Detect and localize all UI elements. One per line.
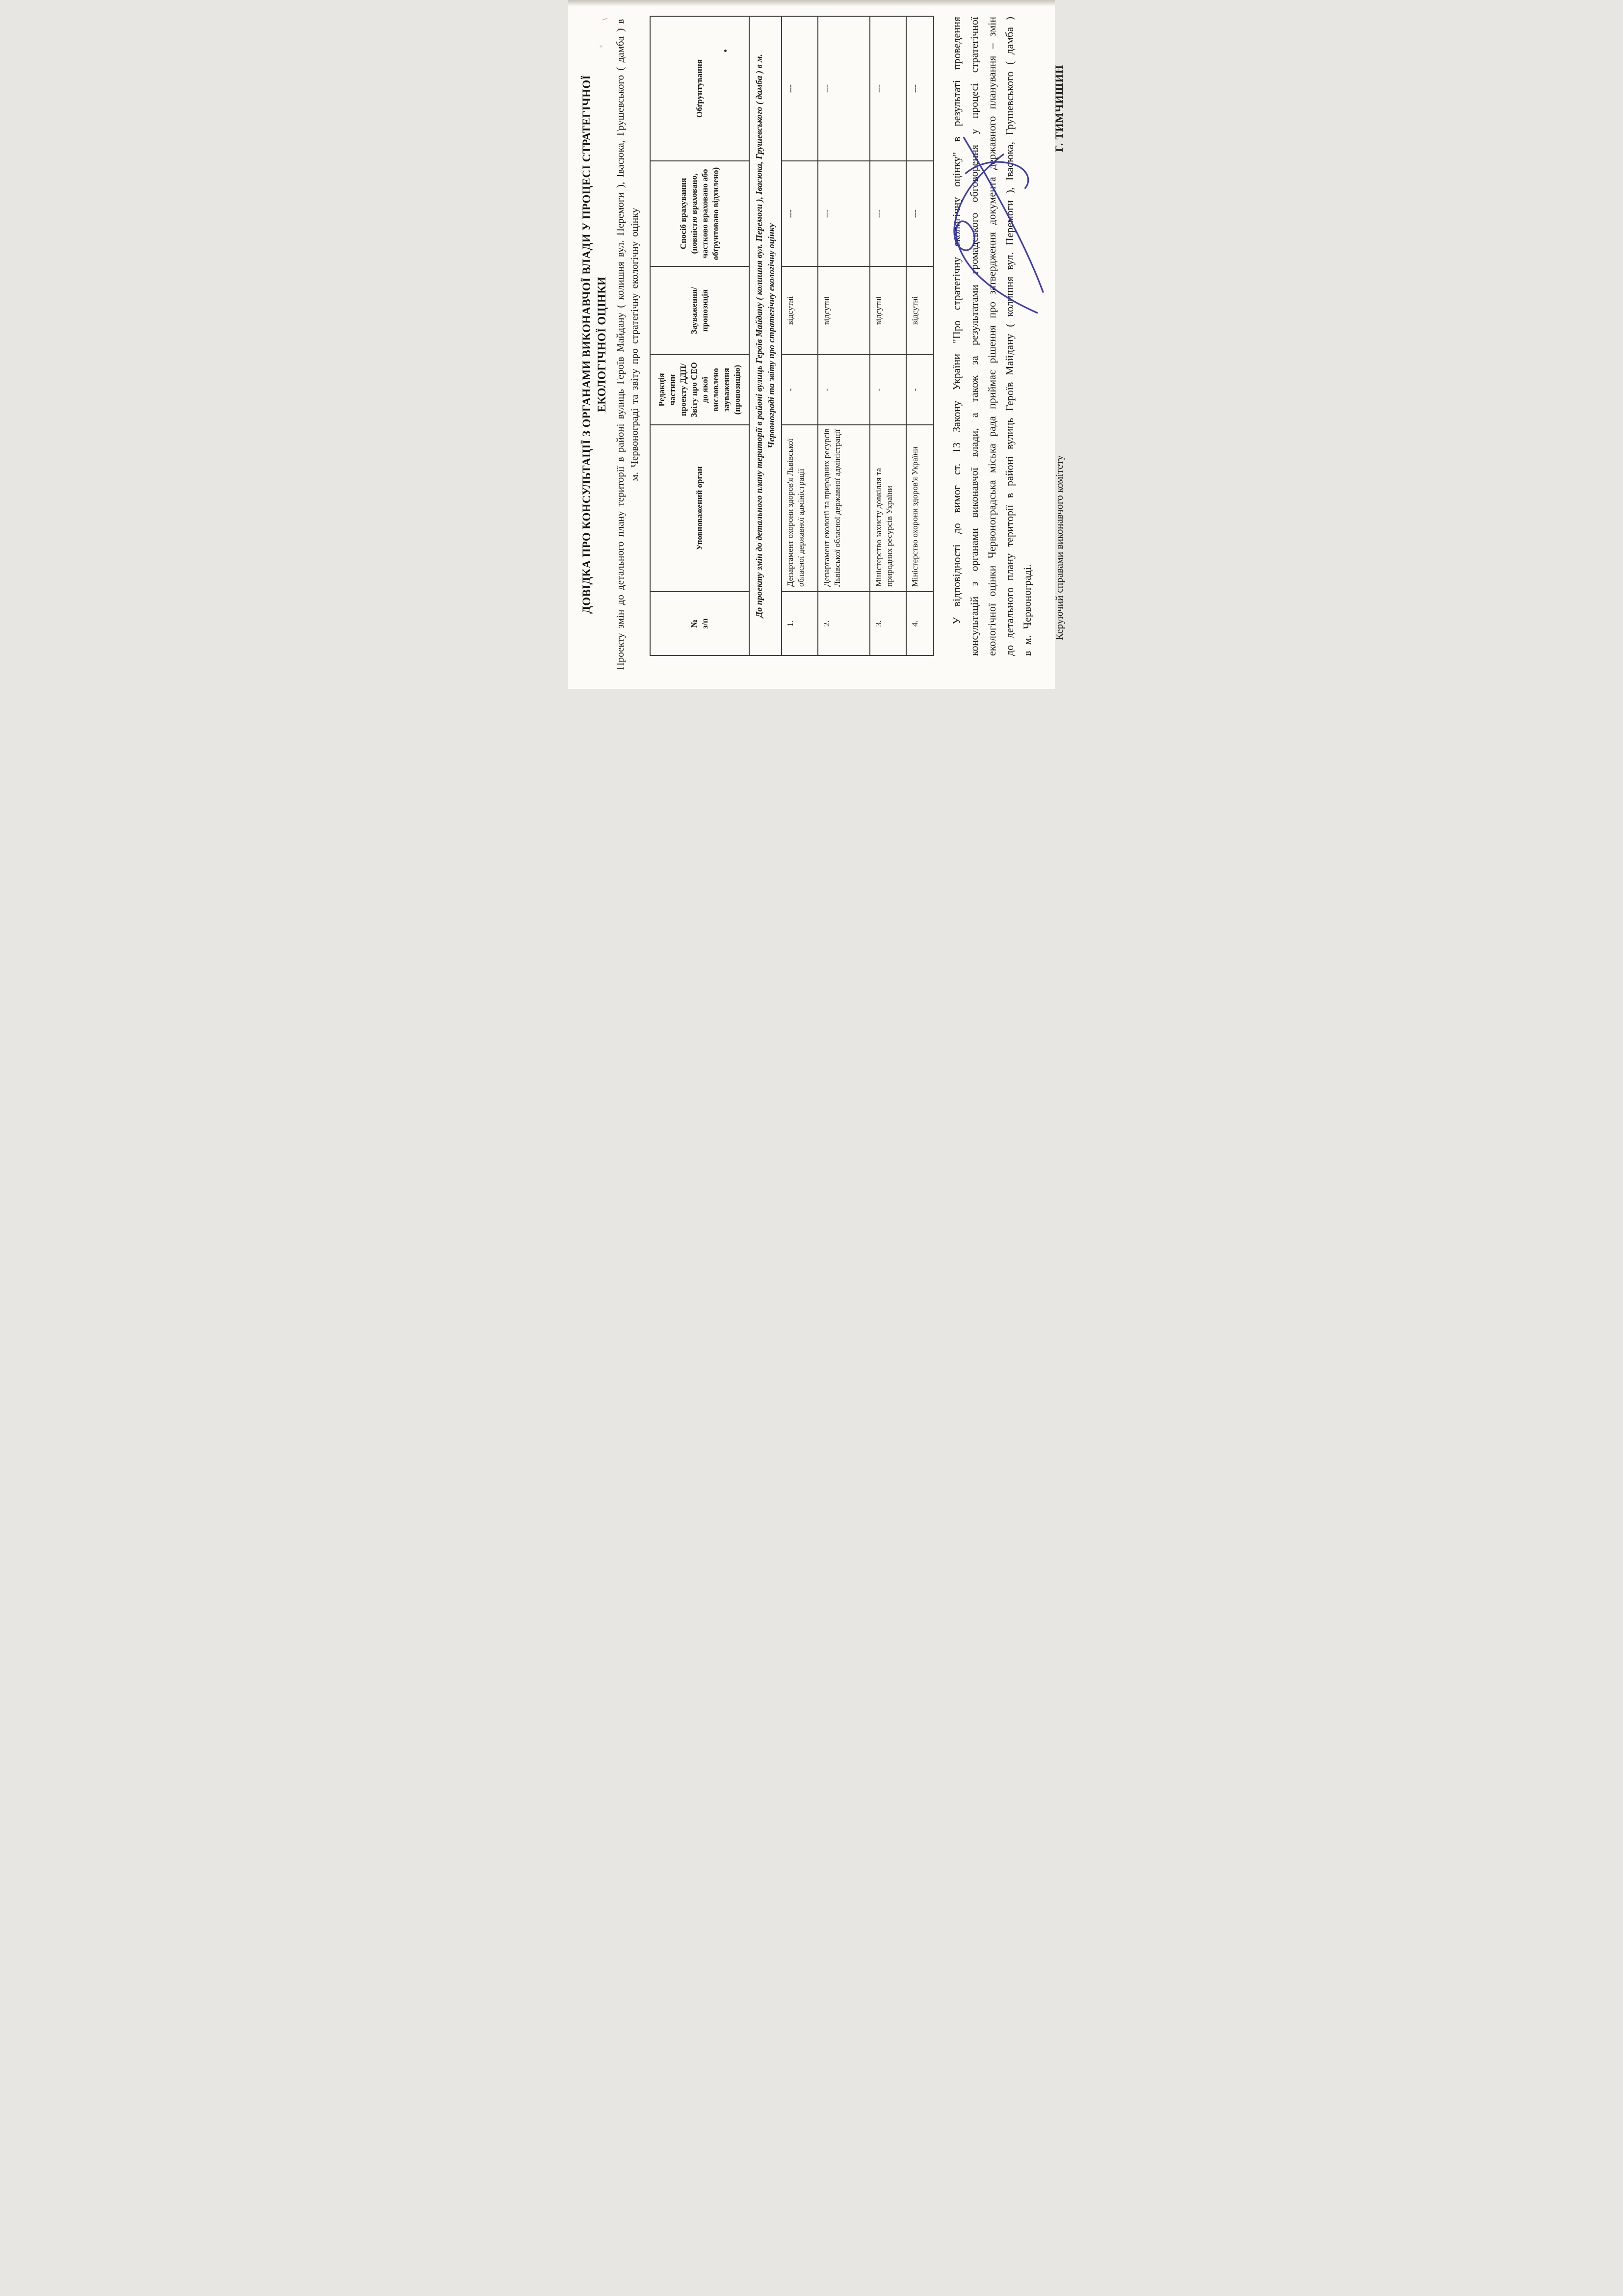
signature-stroke bbox=[966, 162, 1028, 188]
document-body bbox=[568, 0, 1065, 689]
redaction-cell: - bbox=[782, 355, 818, 425]
document-title: ДОВІДКА ПРО КОНСУЛЬТАЦІЇ З ОРГАНАМИ ВИКОНАВЧОЇ ВЛАДИ У ПРОЦЕСІ СТРАТЕГІЧНОЇ ЕКОЛОГІЧНОЇ ОЦІНКИ bbox=[580, 75, 608, 614]
redaction-cell: - bbox=[818, 355, 870, 425]
organ-cell: Департамент екології та природних ресурсів Львівської обласної державної адміністрації bbox=[818, 425, 870, 592]
signature-stroke bbox=[964, 137, 1043, 292]
redaction-cell: - bbox=[870, 355, 906, 425]
justification-cell: --- bbox=[782, 16, 818, 161]
remark-cell: відсутні bbox=[870, 266, 906, 355]
organ-cell: Міністерство захисту довкілля та природних ресурсів України bbox=[870, 425, 906, 592]
table-section-text: До проекту змін до детального плану території в районі вулиць Героїв Майдану ( колишня вул. Перемоги ), Івасюка, Грушевського ( дамба ) в м. Червонограді та звіту про стратегічну екологічну оцінку bbox=[749, 16, 782, 655]
col-header-redaction: Редакція частини проекту ДДП/Звіту про СЕО до якої висловлено зауваження (пропозицію) bbox=[650, 355, 749, 425]
redaction-cell: - bbox=[906, 355, 934, 425]
signer-position: Керуючий справами виконавчого комітету bbox=[1053, 455, 1065, 640]
table-row bbox=[782, 16, 818, 655]
document-subtitle: Проекту змін до детального плану території в районі вулиць Героїв Майдану ( колишня вул. Перемоги ), Івасюка, Грушевського ( дамба ) в м. Червонограді та звіту про стратегічну екологічну оцінку bbox=[614, 19, 640, 670]
organ-cell: Міністерство охорони здоров'я України bbox=[906, 425, 934, 592]
col-header-remark: Зауваження/ пропозиція bbox=[650, 266, 749, 355]
remark-cell: відсутні bbox=[818, 266, 870, 355]
remark-cell: відсутні bbox=[906, 266, 934, 355]
consideration-cell: --- bbox=[906, 161, 934, 266]
table-row bbox=[870, 16, 906, 655]
row-number: 4. bbox=[906, 592, 934, 655]
remark-cell: відсутні bbox=[782, 266, 818, 355]
scan-speck bbox=[600, 45, 602, 48]
justification-cell: --- bbox=[870, 16, 906, 161]
table-section-row bbox=[749, 16, 782, 655]
ink-dot-artifact bbox=[724, 50, 727, 52]
col-header-organ: Уповноважений орган bbox=[650, 425, 749, 592]
closing-paragraph: У відповідності до вимог ст. 13 Закону України "Про стратегічну екологічну оцінку" в результаті проведення консультацій з органами виконавчої влади, а також за результатами громадського обговорення у процесі стратегічної екологічної оцінки Червоноградська міська рада приймає рішення про затвердження документа державного планування – змін до детального плану території в районі вулиць Героїв Майдану ( колишня вул. Перемоги ), Івасюка, Грушевського ( дамба ) в м. Червонограді. bbox=[950, 17, 1033, 656]
col-header-num-label: № з/п bbox=[689, 618, 709, 629]
row-number: 3. bbox=[870, 592, 906, 655]
table-header-row bbox=[650, 16, 749, 655]
signature-block bbox=[1053, 65, 1066, 640]
scanned-page bbox=[568, 0, 1065, 689]
handwritten-signature bbox=[940, 127, 1049, 324]
col-header-consideration: Спосіб врахування (повністю враховано, частково враховано або обґрунтовано відхилено) bbox=[650, 161, 749, 266]
col-header-num bbox=[650, 592, 749, 655]
organ-cell: Департамент охорони здоров'я Львівської обласної державної адміністрації bbox=[782, 425, 818, 592]
signature-stroke bbox=[954, 155, 1037, 313]
row-number: 2. bbox=[818, 592, 870, 655]
consultations-table bbox=[650, 16, 934, 656]
justification-cell: --- bbox=[818, 16, 870, 161]
table-row bbox=[818, 16, 870, 655]
consideration-cell: --- bbox=[870, 161, 906, 266]
scan-edge-shadow bbox=[568, 0, 1055, 6]
col-header-justification: Обґрунтування bbox=[650, 16, 749, 161]
consideration-cell: --- bbox=[782, 161, 818, 266]
consideration-cell: --- bbox=[818, 161, 870, 266]
row-number: 1. bbox=[782, 592, 818, 655]
signer-name: Г. ТИМЧИШИН bbox=[1053, 65, 1065, 152]
justification-cell: --- bbox=[906, 16, 934, 161]
table-row bbox=[906, 16, 934, 655]
